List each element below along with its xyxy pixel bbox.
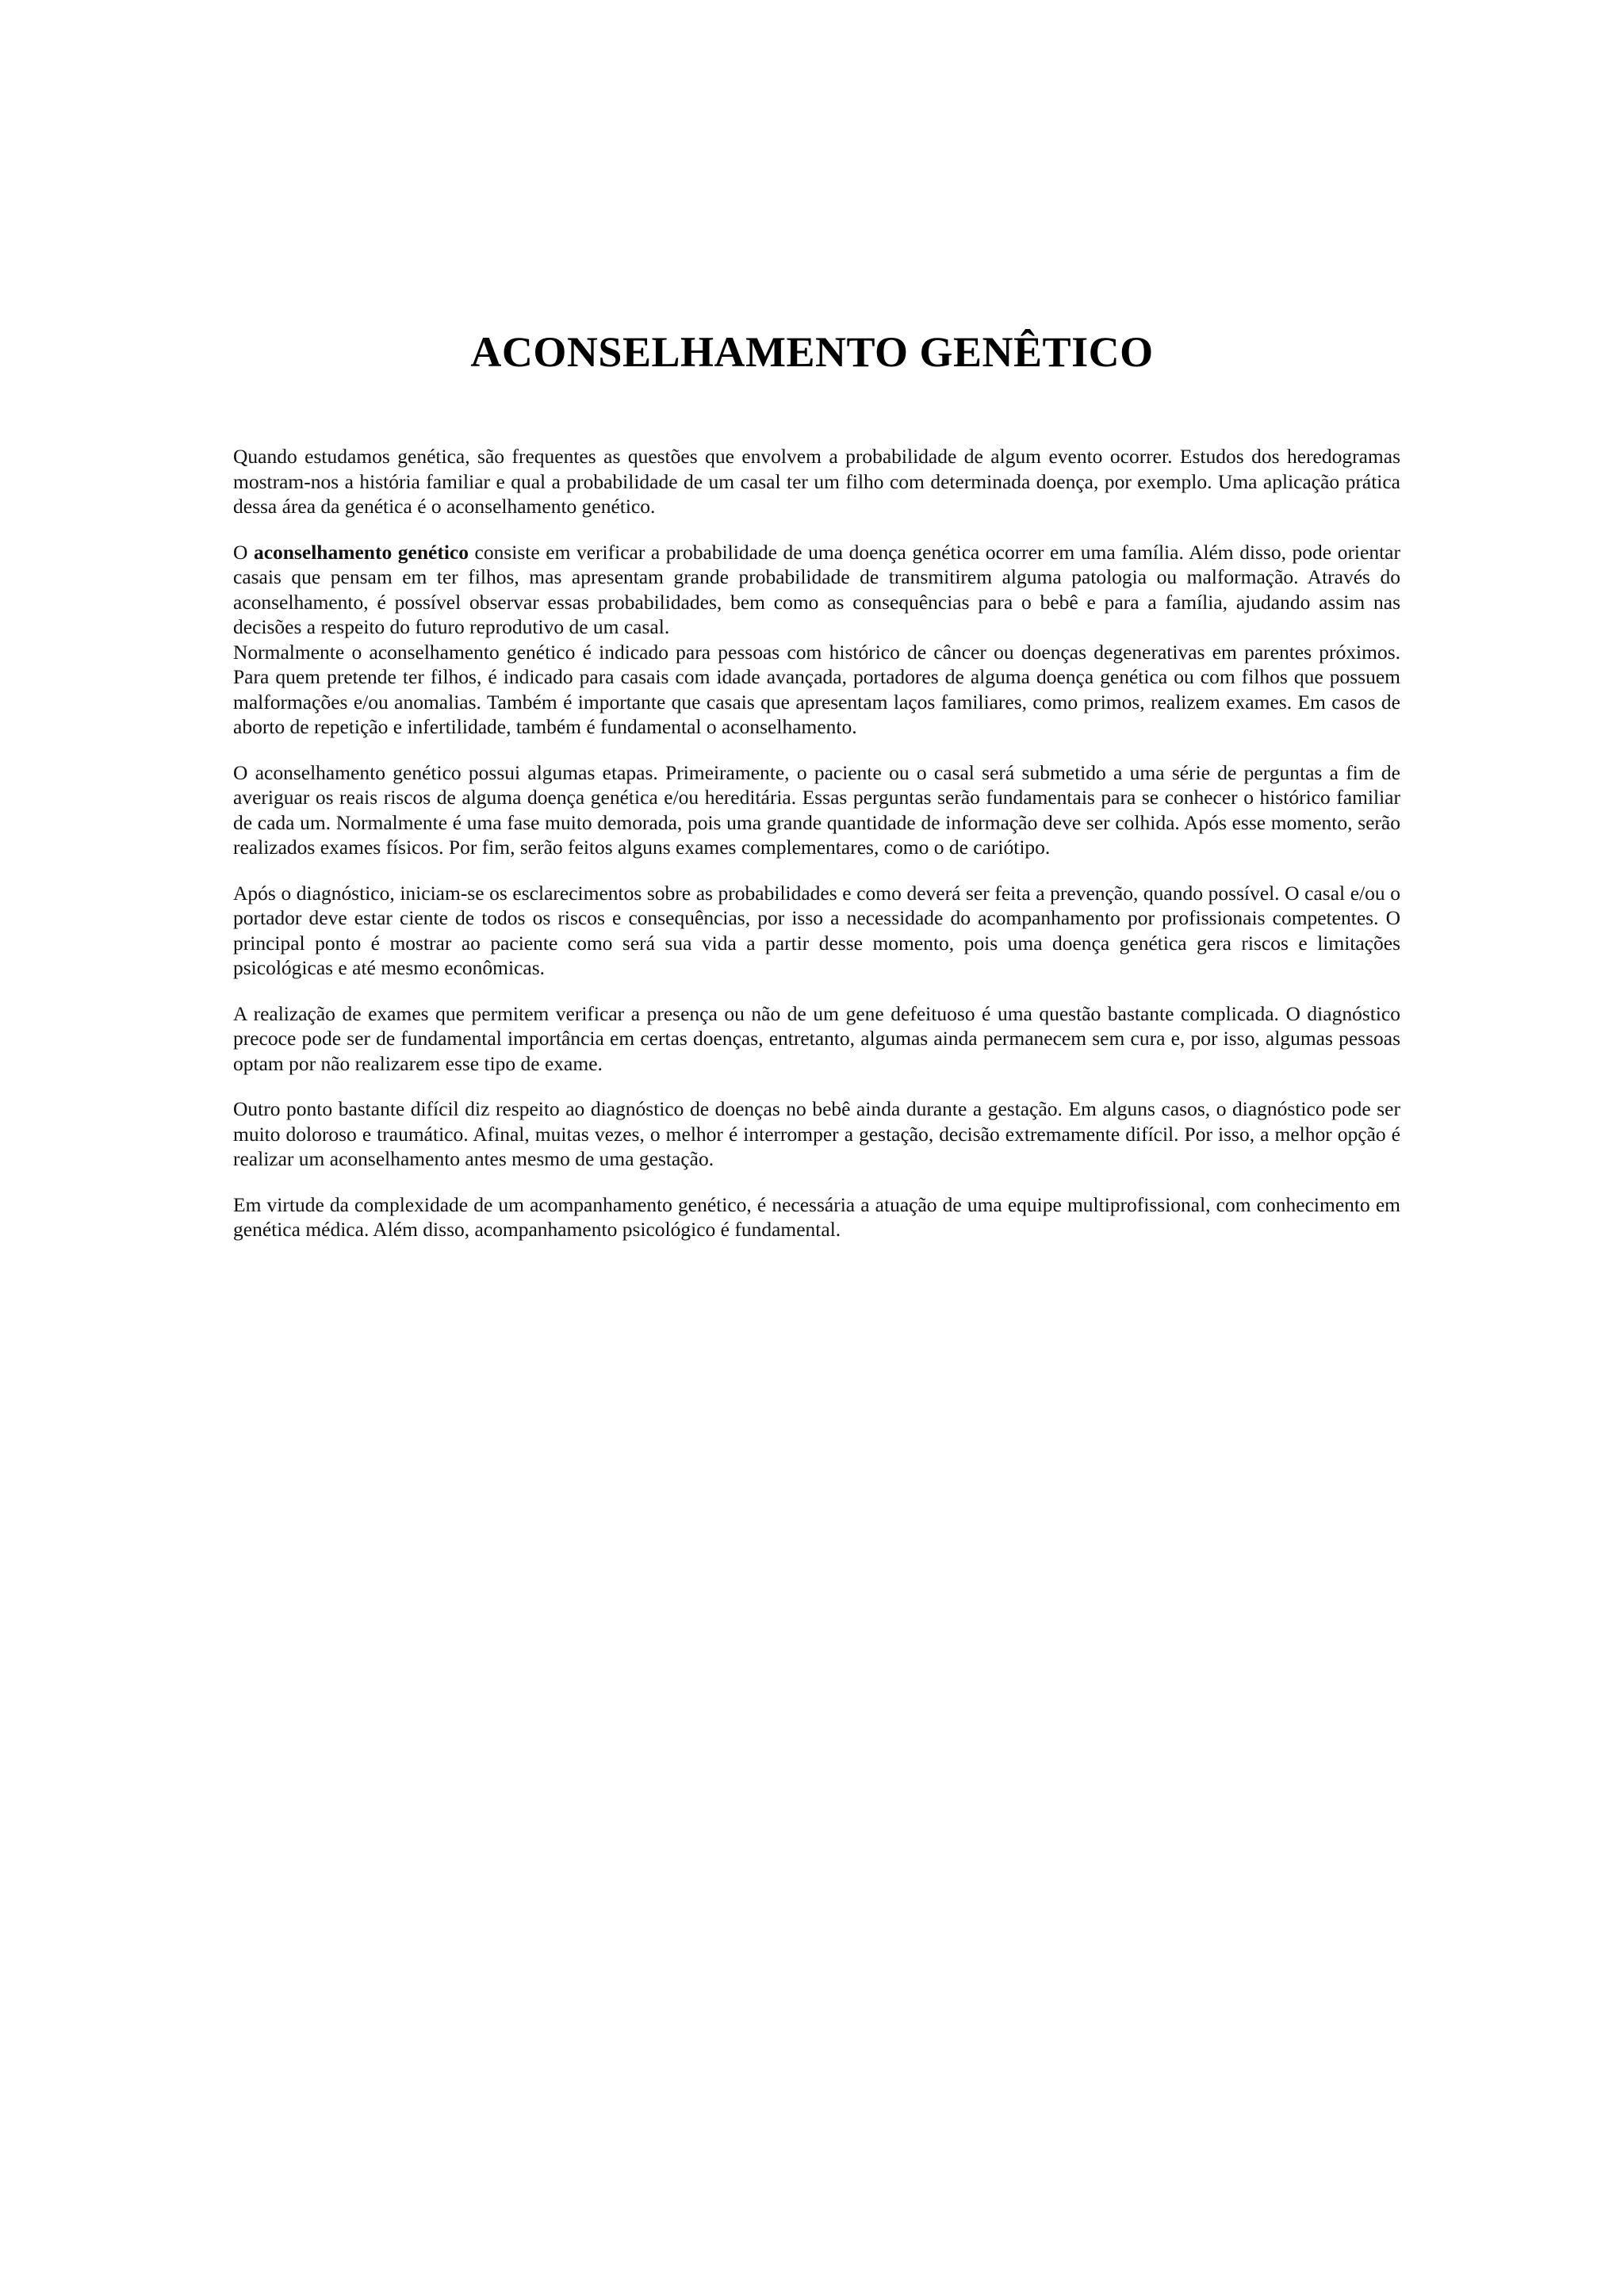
paragraph-intro: Quando estudamos genética, são frequentes as questões que envolvem a probabilidade de algum evento ocorrer. Estudos dos heredogramas mostram-nos a história familiar e qual a probabilidade de um casal ter um filho com determinada doença, por exemplo. Uma aplicação prática dessa área da genética é o aconselhamento genético.	[233, 445, 1400, 518]
paragraph-pregnancy: Outro ponto bastante difícil diz respeito ao diagnóstico de doenças no bebê ainda durante a gestação. Em alguns casos, o diagnóstico pode ser muito doloroso e traumático. Afinal, muitas vezes, o melhor é interromper a gestação, decisão extremamente difícil. Por isso, a melhor opção é realizar um aconselhamento antes mesmo de uma gestação.	[233, 1097, 1400, 1170]
paragraph-stages: O aconselhamento genético possui algumas etapas. Primeiramente, o paciente ou o casal será submetido a uma série de perguntas a fim de averiguar os reais riscos de alguma doença genética e/ou hereditária. Essas perguntas serão fundamentais para se conhecer o histórico familiar de cada um. Normalmente é uma fase muito demorada, pois uma grande quantidade de informação deve ser colhida. Após esse momento, serão realizados exames físicos. Por fim, serão feitos alguns exames complementares, como o de cariótipo.	[233, 760, 1400, 859]
document-title: ACONSELHAMENTO GENÊTICO	[470, 328, 1154, 376]
document-body	[233, 444, 1400, 1263]
paragraph-conclusion: Em virtude da complexidade de um acompanhamento genético, é necessária a atuação de uma equipe multiprofissional, com conhecimento em genética médica. Além disso, acompanhamento psicológico é fundamental.	[233, 1192, 1400, 1241]
paragraph-definition	[233, 540, 1400, 640]
paragraph-diagnosis: Após o diagnóstico, iniciam-se os esclarecimentos sobre as probabilidades e como deverá ser feita a prevenção, quando possível. O casal e/ou o portador deve estar ciente de todos os riscos e consequências, por isso a necessidade do acompanhamento por profissionais competentes. O principal ponto é mostrar ao paciente como será sua vida a partir desse momento, pois uma doença genética gera riscos e limitações psicológicas e até mesmo econômicas.	[233, 881, 1400, 979]
paragraph-exams: A realização de exames que permitem verificar a presença ou não de um gene defeituoso é uma questão bastante complicada. O diagnóstico precoce pode ser de fundamental importância em certas doenças, entretanto, algumas ainda permanecem sem cura e, por isso, algumas pessoas optam por não realizarem esse tipo de exame.	[233, 1001, 1400, 1075]
paragraph-definition-prefix: O	[233, 540, 254, 564]
paragraph-definition-text: consiste em verificar a probabilidade de uma doença genética ocorrer em uma família. Além disso, pode orientar casais que pensam em ter filhos, mas apresentam grande probabilidade de transmitirem alguma patologia ou malformação. Através do aconselhamento, é possível observar essas probabilidades, bem como as consequências para o bebê e para a família, ajudando assim nas decisões a respeito do futuro reprodutivo de um casal.	[233, 540, 1400, 638]
paragraph-indications: Normalmente o aconselhamento genético é indicado para pessoas com histórico de câncer ou doenças degenerativas em parentes próximos. Para quem pretende ter filhos, é indicado para casais com idade avançada, portadores de alguma doença genética ou com filhos que possuem malformações e/ou anomalias. Também é importante que casais que apresentam laços familiares, como primos, realizem exames. Em casos de aborto de repetição e infertilidade, também é fundamental o aconselhamento.	[233, 640, 1400, 738]
bold-term: aconselhamento genético	[253, 540, 469, 564]
